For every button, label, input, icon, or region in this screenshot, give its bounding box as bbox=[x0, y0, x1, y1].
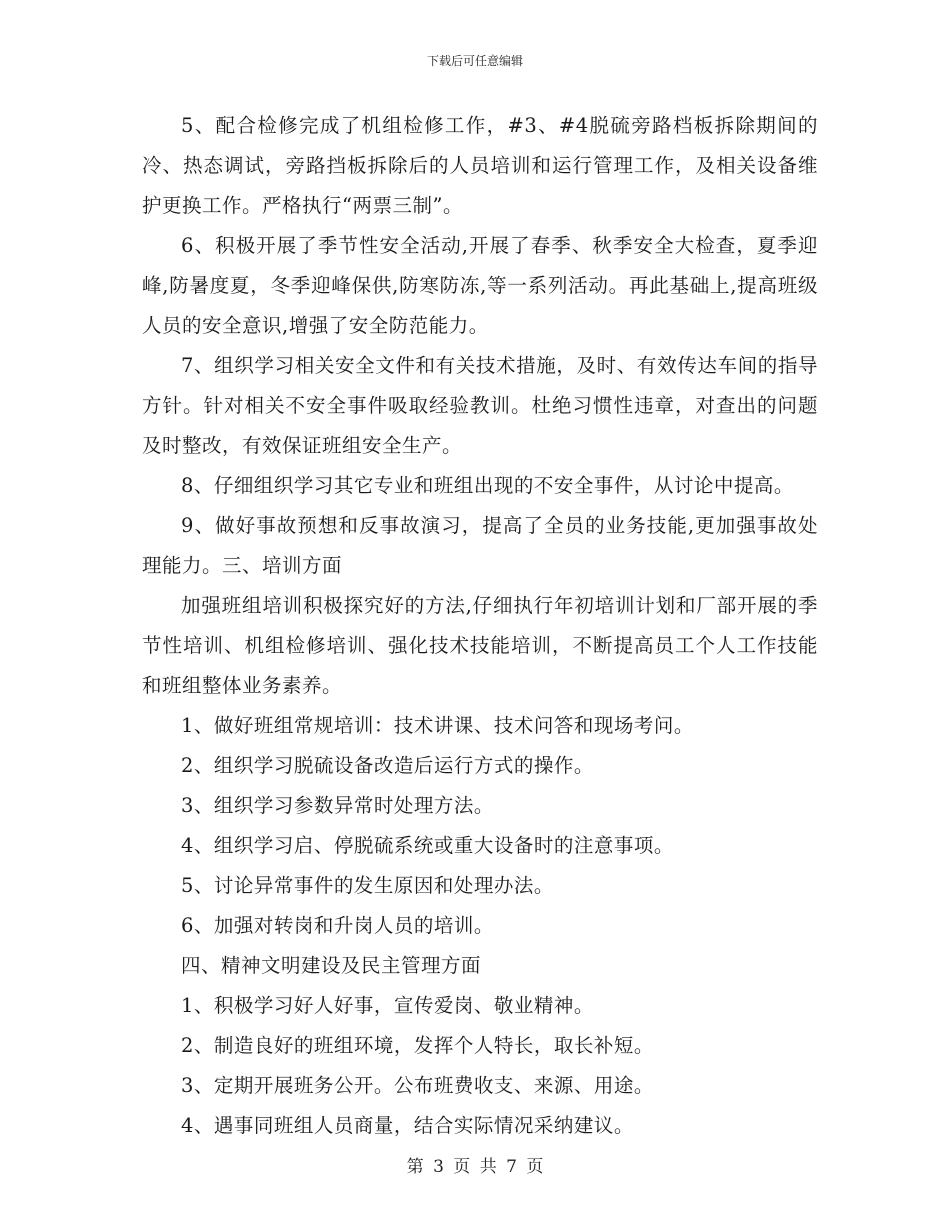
list-item-training-2: 2、组织学习脱硫设备改造后运行方式的操作。 bbox=[181, 754, 594, 777]
paragraph-item-9-accident-drills: 9、做好事故预想和反事故演习，提高了全员的业务技能,更加强事故处理能力。三、培训方面 bbox=[142, 514, 818, 577]
paragraph-item-6-seasonal-safety: 6、积极开展了季节性安全活动,开展了春季、秋季安全大检查，夏季迎峰,防暑度夏，冬季迎峰保供,防寒防冻,等一系列活动。再此基础上,提高班级人员的安全意识,增强了安全防范能力。 bbox=[142, 234, 818, 337]
list-item-civilization-4: 4、遇事同班组人员商量，结合实际情况采纳建议。 bbox=[181, 1114, 634, 1137]
list-item-training-3: 3、组织学习参数异常时处理方法。 bbox=[181, 794, 494, 817]
paragraph-training-intro: 加强班组培训积极探究好的方法,仔细执行年初培训计划和厂部开展的季节性培训、机组检修培训、强化技术技能培训，不断提高员工个人工作技能和班组整体业务素养。 bbox=[142, 594, 818, 697]
list-item-training-5: 5、讨论异常事件的发生原因和处理办法。 bbox=[181, 874, 554, 897]
section-heading-civilization: 四、精神文明建设及民主管理方面 bbox=[181, 954, 482, 977]
page-header: 下载后可任意编辑 bbox=[426, 54, 523, 68]
list-item-civilization-1: 1、积极学习好人好事，宣传爱岗、敬业精神。 bbox=[181, 994, 594, 1017]
paragraph-item-8-unsafe-events: 8、仔细组织学习其它专业和班组出现的不安全事件，从讨论中提高。 bbox=[181, 474, 794, 497]
paragraph-item-5-maintenance: 5、配合检修完成了机组检修工作，#3、#4脱硫旁路档板拆除期间的冷、热态调试，旁路挡板拆除后的人员培训和运行管理工作，及相关设备维护更换工作。严格执行“两票三制”。 bbox=[142, 114, 818, 217]
document-body bbox=[142, 106, 818, 1146]
list-item-training-1: 1、做好班组常规培训：技术讲课、技术问答和现场考问。 bbox=[181, 714, 694, 737]
list-item-civilization-2: 2、制造良好的班组环境，发挥个人特长，取长补短。 bbox=[181, 1034, 654, 1057]
list-item-training-6: 6、加强对转岗和升岗人员的培训。 bbox=[181, 914, 494, 937]
page-number-footer: 第 3 页 共 7 页 bbox=[406, 1157, 544, 1177]
list-item-civilization-3: 3、定期开展班务公开。公布班费收支、来源、用途。 bbox=[181, 1074, 654, 1097]
paragraph-item-7-study-documents: 7、组织学习相关安全文件和有关技术措施，及时、有效传达车间的指导方针。针对相关不安全事件吸取经验教训。杜绝习惯性违章，对查出的问题及时整改，有效保证班组安全生产。 bbox=[142, 354, 818, 457]
list-item-training-4: 4、组织学习启、停脱硫系统或重大设备时的注意事项。 bbox=[181, 834, 674, 857]
